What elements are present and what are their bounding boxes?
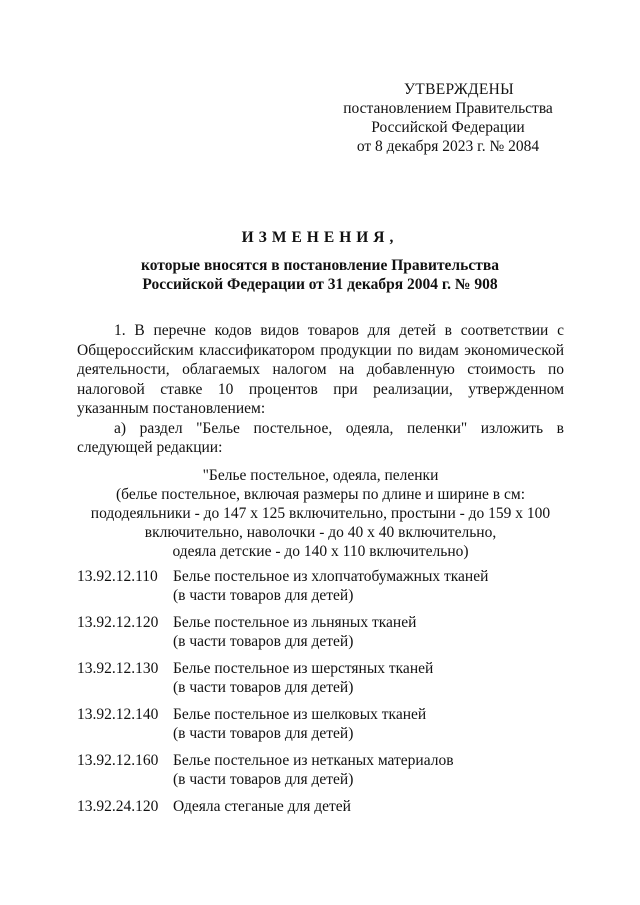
code-row [77, 797, 564, 816]
paragraph: а) раздел "Белье постельное, одеяла, пеленки" изложить в следующей редакции: [77, 419, 564, 456]
body-text [77, 321, 564, 458]
approval-line: постановлением Правительства [343, 100, 553, 117]
code-description [173, 751, 564, 789]
code-description [173, 613, 564, 651]
code-note: (в части товаров для детей) [173, 587, 354, 604]
code-description [173, 567, 564, 605]
section-title: "Белье постельное, одеяла, пеленки [202, 467, 439, 484]
code-note: (в части товаров для детей) [173, 633, 354, 650]
code: 13.92.24.120 [77, 798, 159, 815]
code-name: Белье постельное из шелковых тканей [173, 706, 427, 723]
paragraph: 1. В перечне кодов видов товаров для детей в соответствии с Общероссийским классификатором продукции по видам экономической деятельности, облагаемых налогом на добавленную стоимость по налоговой ставке 10 процентов при реализации, утвержденном указанным постановлением: [77, 322, 564, 417]
approval-title: УТВЕРЖДЕНЫ [404, 81, 514, 98]
code-row [77, 567, 564, 605]
code-name: Белье постельное из хлопчатобумажных тканей [173, 568, 489, 585]
section-note-line: пододеяльники - до 147 x 125 включительно, простыни - до 159 x 100 [90, 505, 551, 522]
code-row [77, 751, 564, 789]
code-name: Белье постельное из нетканых материалов [173, 752, 454, 769]
code-note: (в части товаров для детей) [173, 771, 354, 788]
section-note-line: одеяла детские - до 140 x 110 включительно) [172, 543, 469, 560]
approval-date: от 8 декабря 2023 г. № 2084 [356, 138, 540, 155]
document-subtitle [40, 256, 600, 294]
code-row [77, 613, 564, 651]
code: 13.92.12.110 [77, 568, 158, 585]
code-row [77, 705, 564, 743]
section-note-line: (белье постельное, включая размеры по длине и ширине в см: [116, 486, 525, 503]
code-name: Белье постельное из льняных тканей [173, 614, 417, 631]
subtitle-line: которые вносятся в постановление Правительства [141, 257, 499, 274]
section-note-line: включительно, наволочки - до 40 x 40 включительно, [144, 524, 497, 541]
code-name: Одеяла стеганые для детей [173, 798, 351, 815]
code-note: (в части товаров для детей) [173, 679, 354, 696]
code: 13.92.12.130 [77, 660, 159, 677]
code: 13.92.12.120 [77, 614, 159, 631]
code-description [173, 659, 564, 697]
code-description [173, 797, 564, 816]
approval-line: Российской Федерации [371, 119, 525, 136]
subtitle-line: Российской Федерации от 31 декабря 2004 г. № 908 [142, 276, 498, 293]
code-description [173, 705, 564, 743]
code: 13.92.12.140 [77, 706, 159, 723]
document-heading [40, 228, 600, 294]
code: 13.92.12.160 [77, 752, 159, 769]
section-header [77, 466, 564, 561]
approval-stamp [330, 80, 566, 156]
document-title: ИЗМЕНЕНИЯ, [241, 229, 399, 246]
code-row [77, 659, 564, 697]
code-name: Белье постельное из шерстяных тканей [173, 660, 434, 677]
code-list [77, 567, 564, 824]
code-note: (в части товаров для детей) [173, 725, 354, 742]
